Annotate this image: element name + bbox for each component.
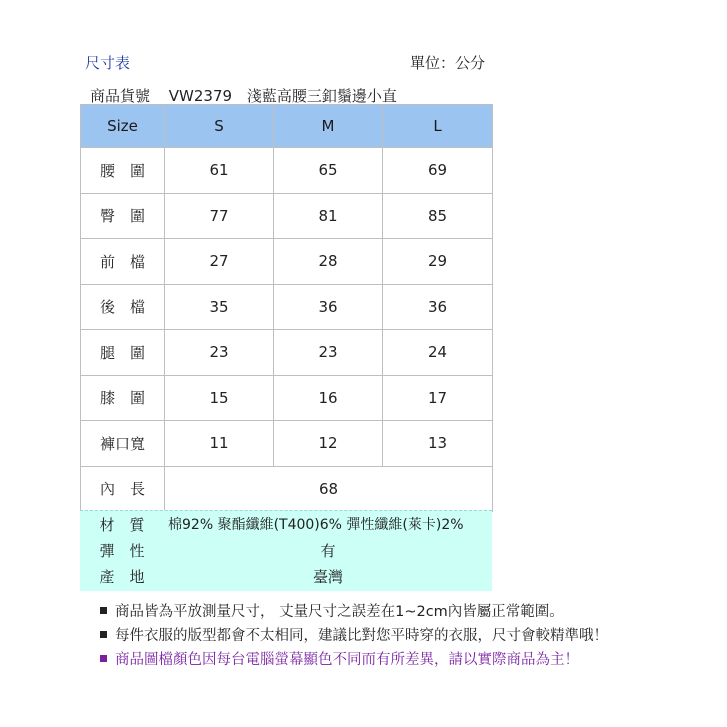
cell-value: 69 bbox=[383, 148, 493, 194]
header-l: L bbox=[383, 105, 493, 148]
row-label: 膝 圍 bbox=[81, 375, 165, 421]
row-label: 內 長 bbox=[81, 466, 165, 512]
table-row bbox=[81, 193, 493, 239]
detail-label: 材 質 bbox=[99, 516, 145, 534]
row-label: 後 檔 bbox=[81, 284, 165, 330]
row-label: 腰 圍 bbox=[81, 148, 165, 194]
cell-value: 77 bbox=[165, 193, 274, 239]
note-text: 商品圖檔顏色因每台電腦螢幕顯色不同而有所差異，請以實際商品為主！ bbox=[115, 651, 579, 668]
cell-value: 15 bbox=[165, 375, 274, 421]
cell-value: 24 bbox=[383, 330, 493, 376]
cell-value: 29 bbox=[383, 239, 493, 285]
cell-value: 16 bbox=[274, 375, 383, 421]
product-line bbox=[90, 85, 397, 106]
size-chart-title: 尺寸表 bbox=[85, 54, 131, 72]
cell-value: 17 bbox=[383, 375, 493, 421]
cell-value: 35 bbox=[165, 284, 274, 330]
detail-row-origin bbox=[80, 566, 492, 592]
table-row bbox=[81, 148, 493, 194]
product-code: VW2379 bbox=[168, 87, 233, 105]
note-item bbox=[100, 646, 608, 670]
unit-label: 單位：公分 bbox=[410, 54, 486, 72]
header-s: S bbox=[165, 105, 274, 148]
note-item bbox=[100, 598, 608, 622]
note-text: 商品皆為平放測量尺寸， 丈量尺寸之誤差在1~2cm內皆屬正常範圍。 bbox=[115, 603, 564, 620]
cell-value: 23 bbox=[165, 330, 274, 376]
table-row bbox=[81, 375, 493, 421]
detail-row-material bbox=[80, 514, 492, 540]
square-bullet-icon bbox=[100, 607, 107, 614]
row-label: 臀 圍 bbox=[81, 193, 165, 239]
size-table bbox=[80, 104, 493, 512]
detail-value: 棉92% 聚酯纖維(T400)6% 彈性纖維(萊卡)2% bbox=[168, 517, 464, 533]
detail-row-elasticity bbox=[80, 540, 492, 566]
cell-value: 61 bbox=[165, 148, 274, 194]
notes-list bbox=[100, 598, 608, 670]
table-row bbox=[81, 284, 493, 330]
cell-value: 28 bbox=[274, 239, 383, 285]
cell-value: 13 bbox=[383, 421, 493, 467]
cell-value: 65 bbox=[274, 148, 383, 194]
header-m: M bbox=[274, 105, 383, 148]
note-text: 每件衣服的版型都會不太相同，建議比對您平時穿的衣服，尺寸會較精準哦！ bbox=[115, 627, 608, 644]
square-bullet-icon bbox=[100, 655, 107, 662]
square-bullet-icon bbox=[100, 631, 107, 638]
detail-value: 臺灣 bbox=[312, 568, 343, 586]
note-item bbox=[100, 622, 608, 646]
row-label: 褲口寬 bbox=[81, 421, 165, 467]
product-details bbox=[80, 510, 492, 591]
cell-value: 12 bbox=[274, 421, 383, 467]
table-row bbox=[81, 330, 493, 376]
table-row bbox=[81, 239, 493, 285]
inseam-value: 68 bbox=[165, 466, 493, 512]
table-row bbox=[81, 421, 493, 467]
product-name: 淺藍高腰三釦鬚邊小直 bbox=[246, 87, 397, 105]
detail-value: 有 bbox=[320, 542, 336, 560]
cell-value: 23 bbox=[274, 330, 383, 376]
cell-value: 27 bbox=[165, 239, 274, 285]
detail-label: 彈 性 bbox=[99, 542, 145, 560]
cell-value: 85 bbox=[383, 193, 493, 239]
cell-value: 36 bbox=[274, 284, 383, 330]
inseam-row bbox=[81, 466, 493, 512]
cell-value: 36 bbox=[383, 284, 493, 330]
product-code-label: 商品貨號 bbox=[90, 87, 151, 105]
cell-value: 11 bbox=[165, 421, 274, 467]
detail-label: 產 地 bbox=[99, 568, 145, 586]
row-label: 腿 圍 bbox=[81, 330, 165, 376]
row-label: 前 檔 bbox=[81, 239, 165, 285]
header-size: Size bbox=[81, 105, 165, 148]
cell-value: 81 bbox=[274, 193, 383, 239]
size-header-row bbox=[81, 105, 493, 148]
